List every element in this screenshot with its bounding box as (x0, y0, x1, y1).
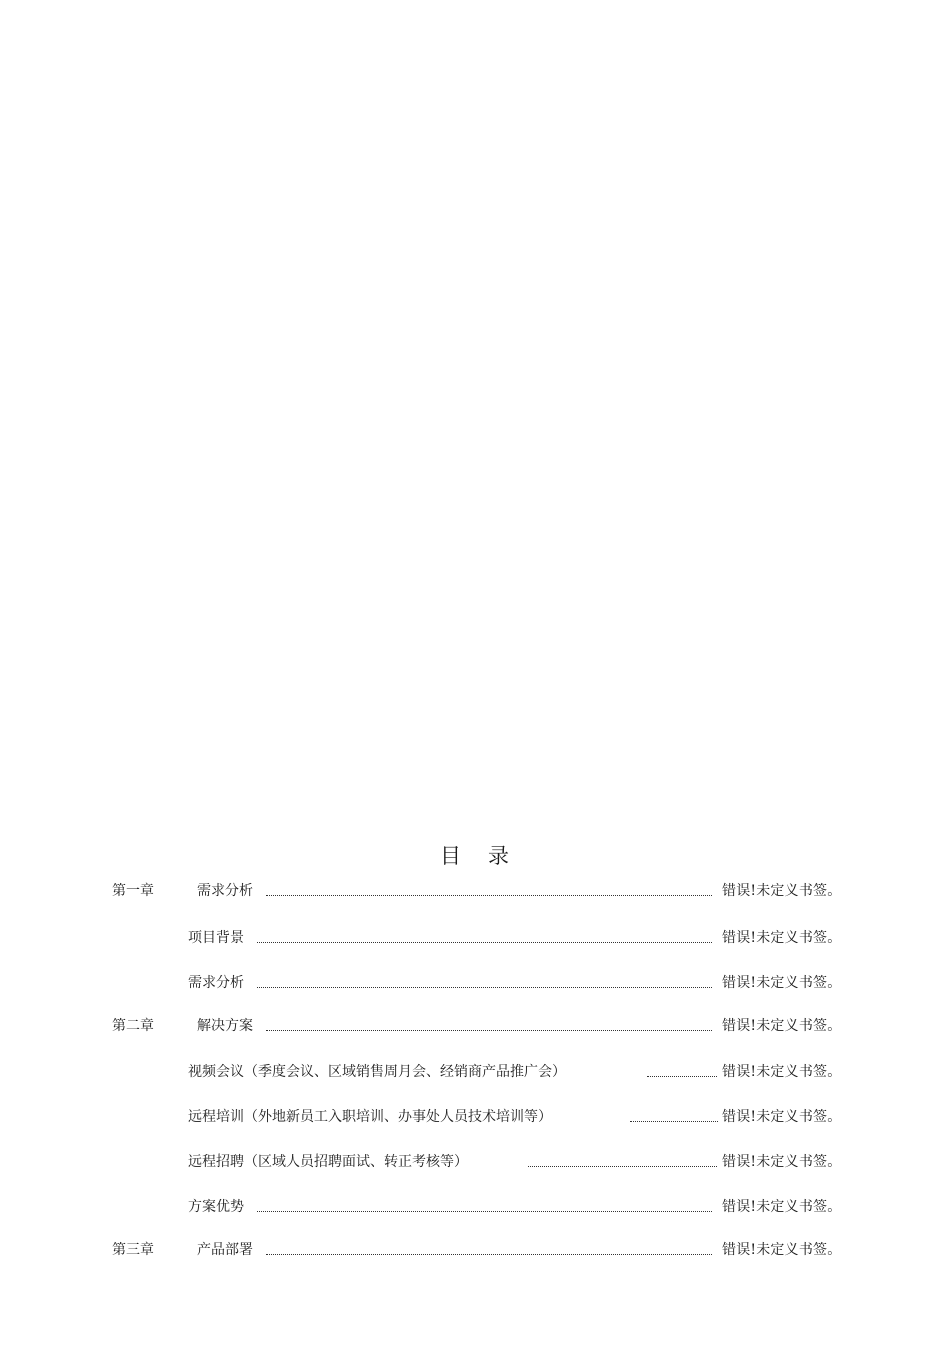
toc-entry-title[interactable]: 视频会议（季度会议、区域销售周月会、经销商产品推广会） (188, 1064, 566, 1080)
toc-entry-title[interactable]: 方案优势 (188, 1199, 244, 1215)
toc-page-ref[interactable]: 错误!未定义书签。 (722, 975, 842, 991)
toc-entry-chapter-3[interactable] (0, 1238, 950, 1262)
toc-leader-dots (647, 1076, 717, 1077)
toc-chapter-label: 第一章 (112, 883, 154, 899)
toc-page-ref[interactable]: 错误!未定义书签。 (722, 930, 842, 946)
toc-page-ref[interactable]: 错误!未定义书签。 (722, 1154, 842, 1170)
toc-entry-chapter-2[interactable] (0, 1014, 950, 1038)
toc-page-ref[interactable]: 错误!未定义书签。 (722, 1199, 842, 1215)
toc-leader-dots (257, 987, 712, 988)
toc-leader-dots (266, 1030, 712, 1031)
toc-entry-title[interactable]: 项目背景 (188, 930, 244, 946)
toc-chapter-label: 第二章 (112, 1018, 154, 1034)
toc-entry[interactable] (0, 971, 950, 995)
toc-entry-chapter-1[interactable] (0, 879, 950, 903)
toc-heading-part2: 录 (488, 844, 510, 868)
toc-page-ref[interactable]: 错误!未定义书签。 (722, 1064, 842, 1080)
toc-entry[interactable] (0, 1150, 950, 1174)
toc-leader-dots (528, 1166, 717, 1167)
toc-page-ref[interactable]: 错误!未定义书签。 (722, 1109, 842, 1125)
toc-entry-title[interactable]: 产品部署 (197, 1242, 253, 1258)
toc-leader-dots (266, 895, 712, 896)
toc-page-ref[interactable]: 错误!未定义书签。 (722, 1242, 842, 1258)
toc-leader-dots (257, 1211, 712, 1212)
toc-leader-dots (266, 1254, 712, 1255)
toc-entry-title[interactable]: 需求分析 (188, 975, 244, 991)
toc-entry-title[interactable]: 远程招聘（区域人员招聘面试、转正考核等） (188, 1154, 468, 1170)
toc-page-ref[interactable]: 错误!未定义书签。 (722, 883, 842, 899)
toc-entry-title[interactable]: 解决方案 (197, 1018, 253, 1034)
toc-entry[interactable] (0, 1195, 950, 1219)
toc-leader-dots (257, 942, 712, 943)
toc-page-ref[interactable]: 错误!未定义书签。 (722, 1018, 842, 1034)
toc-leader-dots (630, 1121, 718, 1122)
toc-entry-title[interactable]: 需求分析 (197, 883, 253, 899)
toc-heading-part1: 目 (440, 844, 462, 868)
toc-heading (0, 840, 950, 870)
toc-entry[interactable] (0, 1105, 950, 1129)
toc-entry[interactable] (0, 926, 950, 950)
toc-entry[interactable] (0, 1060, 950, 1084)
toc-entry-title[interactable]: 远程培训（外地新员工入职培训、办事处人员技术培训等） (188, 1109, 552, 1125)
toc-chapter-label: 第三章 (112, 1242, 154, 1258)
